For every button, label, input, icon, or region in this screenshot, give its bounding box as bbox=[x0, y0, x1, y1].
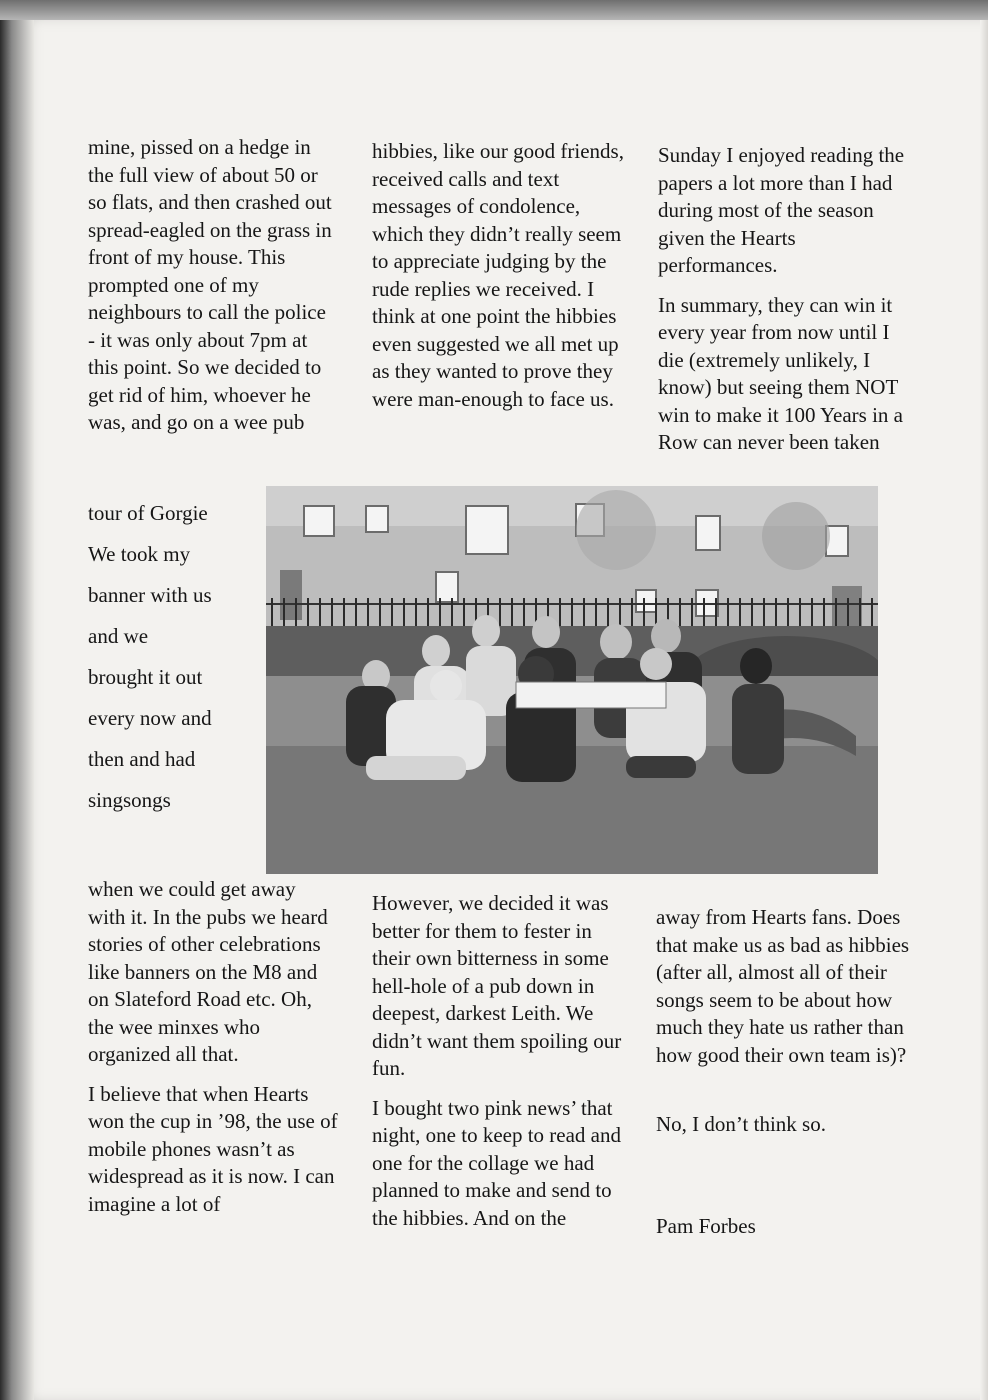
paragraph: when we could get away with it. In the pubs we heard stories of other celebrations like banners on the M8 and on Slateford Road etc. Oh, the wee minxes who organized all that. bbox=[88, 877, 328, 1066]
side-line: banner with us bbox=[88, 583, 212, 607]
side-line: every now and bbox=[88, 706, 212, 730]
side-line: tour of Gorgie bbox=[88, 501, 208, 525]
page-right-edge bbox=[980, 20, 988, 1400]
side-line: then and had bbox=[88, 747, 196, 771]
text-column-2 bbox=[372, 138, 634, 425]
side-line: singsongs bbox=[88, 788, 171, 812]
paragraph: Sunday I enjoyed reading the papers a lot more than I had during most of the season given the Hearts performances. bbox=[658, 143, 905, 277]
paragraph: In summary, they can win it every year from now until I die (extremely unlikely, I know) but seeing them NOT win to make it 100 Years in a Row can never been taken bbox=[658, 292, 903, 454]
scanner-top-edge bbox=[0, 0, 988, 22]
text-column-5 bbox=[372, 890, 634, 1244]
paragraph: hibbies, like our good friends, received calls and text messages of condolence, which they didn’t really seem to appreciate judging by the rude replies we received. I think at one point the hibbies even suggested we all met up as they wanted to prove they were man-enough to face us. bbox=[372, 139, 624, 411]
page-gutter bbox=[0, 20, 34, 1400]
text-column-1 bbox=[88, 134, 338, 449]
paragraph: away from Hearts fans. Does that make us as bad as hibbies (after all, almost all of their songs seem to be about how much they hate us rather than how good their own team is)? bbox=[656, 905, 910, 1067]
paragraph: However, we decided it was better for them to fester in their own bitterness in some hell-hole of a pub down in deepest, darkest Leith. We didn’t want them spoiling our fun. bbox=[372, 891, 622, 1080]
reply-line: No, I don’t think so. bbox=[656, 1112, 826, 1136]
side-line: brought it out bbox=[88, 665, 203, 689]
author-signature: Pam Forbes bbox=[656, 1213, 756, 1238]
group-photo-image bbox=[266, 486, 878, 874]
text-column-3 bbox=[658, 142, 914, 469]
text-column-4 bbox=[88, 876, 338, 1230]
paragraph: I believe that when Hearts won the cup in ’98, the use of mobile phones wasn’t as widespread as it is now. I can imagine a lot of bbox=[88, 1081, 338, 1216]
side-line: We took my bbox=[88, 542, 191, 566]
paragraph: I bought two pink news’ that night, one to keep to read and one for the collage we had planned to make and send to the hibbies. And on the bbox=[372, 1095, 622, 1230]
paragraph: mine, pissed on a hedge in the full view of about 50 or so flats, and then crashed out spread-eagled on the grass in front of my house. This prompted one of my neighbours to call the police - it was only about 7pm at this point. So we decided to get rid of him, whoever he was, and go on a wee pub bbox=[88, 135, 332, 434]
photo-side-text bbox=[88, 500, 258, 828]
text-column-6 bbox=[656, 904, 918, 1252]
side-line: and we bbox=[88, 624, 149, 648]
